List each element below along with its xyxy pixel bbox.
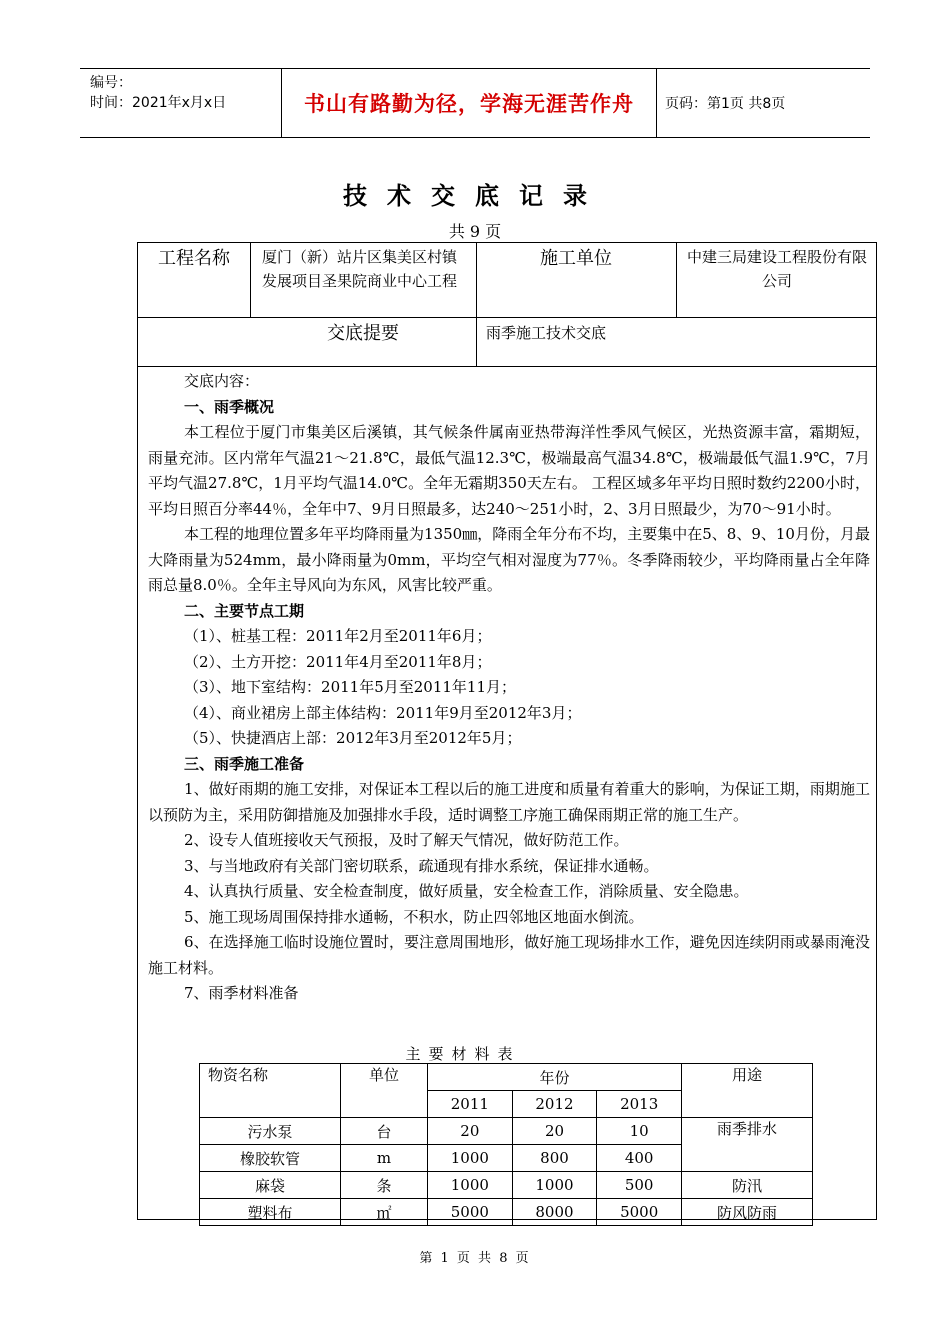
prep-item: 7、雨季材料准备 [184,984,299,1002]
total-pages: 共 9 页 [448,222,502,241]
qty-2013: 500 [597,1172,682,1199]
materials-table [199,1063,813,1226]
header-meta [90,73,226,113]
qty-2013: 10 [597,1118,682,1145]
summary-value: 雨季施工技术交底 [486,324,607,342]
material-unit: 台 [341,1118,428,1145]
schedule-item: （2）、土方开挖：2011年4月至2011年8月； [184,652,492,671]
material-unit: ㎡ [341,1199,428,1226]
disclosure-form [137,242,877,1220]
col-header-name: 物资名称 [200,1064,341,1118]
qty-2012: 20 [512,1118,597,1145]
header-page-info: 页码：第1页 共8页 [665,96,786,112]
content-intro: 交底内容： [184,372,260,390]
time-label: 时间：2021年x月x日 [90,95,227,111]
qty-2013: 5000 [597,1199,682,1226]
material-unit: m [341,1145,428,1172]
material-name: 麻袋 [200,1172,341,1199]
schedule-item: （5）、快捷酒店上部：2012年3月至2012年5月； [184,729,522,747]
material-use: 防风防雨 [682,1199,813,1226]
schedule-item: （3）、地下室结构：2011年5月至2011年11月； [184,678,517,696]
table-row [200,1118,813,1145]
material-use: 防汛 [682,1172,813,1199]
material-unit: 条 [341,1172,428,1199]
qty-2011: 1000 [428,1172,513,1199]
prep-item: 1、做好雨期的施工安排，对保证本工程以后的施工进度和质量有着重大的影响，为保证工期，雨期施工以预防为主，采用防御措施及加强排水手段，适时调整工序施工确保雨期正常的施工生产。 [148,780,870,824]
section-3-title: 三、雨季施工准备 [184,754,305,773]
section-1-title: 一、雨季概况 [184,397,275,416]
material-name: 污水泵 [200,1118,341,1145]
schedule-item: （4）、商业裙房上部主体结构：2011年9月至2012年3月； [184,703,582,722]
qty-2011: 20 [428,1118,513,1145]
document-title: 技术交底记录 [343,181,607,210]
material-name: 橡胶软管 [200,1145,341,1172]
col-header-year: 年份 [428,1064,682,1091]
header-motto-box [281,69,657,137]
form-col-divider [676,243,677,317]
schedule-item: （1）、桩基工程：2011年2月至2011年6月； [184,627,492,645]
qty-2013: 400 [597,1145,682,1172]
project-name-value: 厦门（新）站片区集美区村镇发展项目圣果院商业中心工程 [262,248,458,290]
form-row-divider [138,317,876,318]
year-2013: 2013 [597,1091,682,1118]
qty-2012: 1000 [512,1172,597,1199]
section-1-paragraph: 本工程位于厦门市集美区后溪镇，其气候条件属南亚热带海洋性季风气候区，光热资源丰富，霜期短，雨量充沛。区内常年气温21～21.8℃，最低气温12.3℃，极端最高气温34.8℃，极端最低气温1.9℃，7月平均气温27.8℃，1月平均气温14.0℃。全年无霜期350天左右。 工程区域多年平均日照时数约2200小时，平均日照百分率44％，全年中7、9月日照最多，达240～251小时，2、3月日照最少，为70～91小时。 [148,423,870,518]
contractor-value: 中建三局建设工程股份有限公司 [686,248,867,290]
number-label: 编号： [90,75,132,91]
material-name: 塑料布 [200,1199,341,1226]
materials-table-title: 主要材料表 [405,1045,521,1063]
year-2011: 2011 [428,1091,513,1118]
summary-label: 交底提要 [327,323,399,344]
qty-2012: 800 [512,1145,597,1172]
page-header [80,68,870,138]
section-2-title: 二、主要节点工期 [184,601,305,620]
prep-item: 4、认真执行质量、安全检查制度，做好质量，安全检查工作，消除质量、安全隐患。 [184,882,749,900]
col-header-unit: 单位 [341,1064,428,1118]
form-row-divider [138,366,876,367]
section-1-paragraph: 本工程的地理位置多年平均降雨量为1350㎜，降雨全年分布不均，主要集中在5、8、9、10月份，月最大降雨量为524mm，最小降雨量为0mm，平均空气相对湿度为77％。冬季降雨较少，平均降雨量占全年降雨总量8.0％。全年主导风向为东风，风害比较严重。 [148,525,870,594]
form-col-divider [250,243,251,317]
table-row [200,1172,813,1199]
header-motto: 书山有路勤为径，学海无涯苦作舟 [304,92,634,116]
qty-2011: 5000 [428,1199,513,1226]
prep-item: 5、施工现场周围保持排水通畅，不积水，防止四邻地区地面水倒流。 [184,907,644,926]
table-header-row [200,1064,813,1091]
table-row [200,1199,813,1226]
project-name-label: 工程名称 [158,248,230,269]
disclosure-content [148,369,870,1007]
prep-item: 3、与当地政府有关部门密切联系，疏通现有排水系统，保证排水通畅。 [184,856,659,875]
qty-2012: 8000 [512,1199,597,1226]
col-header-use: 用途 [682,1064,813,1118]
prep-item: 6、在选择施工临时设施位置时，要注意周围地形，做好施工现场排水工作，避免因连续阴雨或暴雨淹没施工材料。 [148,933,870,977]
qty-2011: 1000 [428,1145,513,1172]
year-2012: 2012 [512,1091,597,1118]
material-use: 雨季排水 [682,1118,813,1172]
contractor-label: 施工单位 [540,248,612,269]
prep-item: 2、设专人值班接收天气预报，及时了解天气情况，做好防范工作。 [184,831,629,849]
page-footer: 第 1 页 共 8 页 [419,1251,531,1266]
